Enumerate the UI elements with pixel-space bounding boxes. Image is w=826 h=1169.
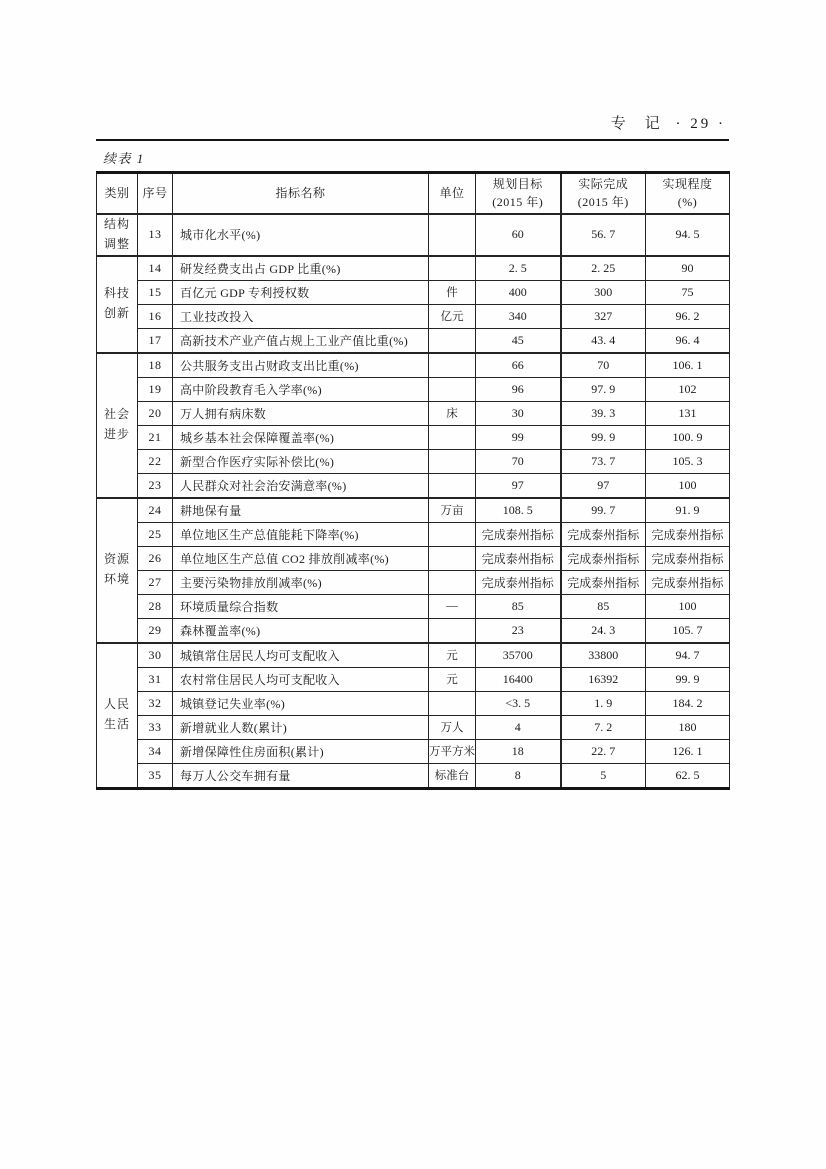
- actual-cell: 85: [561, 594, 646, 618]
- actual-cell: 97. 9: [561, 377, 646, 401]
- target-cell: 66: [476, 353, 561, 378]
- degree-cell: 131: [646, 401, 730, 425]
- section-title: 专 记: [610, 116, 662, 132]
- target-cell: 45: [476, 328, 561, 353]
- table-row: [97, 715, 730, 739]
- table-row: [97, 522, 730, 546]
- indicator-cell: 环境质量综合指数: [173, 594, 429, 618]
- category-cell: 结构 调整: [97, 214, 138, 256]
- actual-cell: 完成泰州指标: [561, 522, 646, 546]
- unit-cell: 元: [429, 667, 476, 691]
- indicator-cell: 城乡基本社会保障覆盖率(%): [173, 425, 429, 449]
- no-cell: 16: [138, 304, 173, 328]
- category-cell: 科技 创新: [97, 256, 138, 353]
- no-cell: 20: [138, 401, 173, 425]
- no-cell: 21: [138, 425, 173, 449]
- col-header-category: 类别: [97, 173, 138, 215]
- category-cell: 社会 进步: [97, 353, 138, 498]
- unit-cell: 亿元: [429, 304, 476, 328]
- degree-cell: 102: [646, 377, 730, 401]
- no-cell: 25: [138, 522, 173, 546]
- degree-cell: 100. 9: [646, 425, 730, 449]
- actual-cell: 43. 4: [561, 328, 646, 353]
- unit-cell: [429, 328, 476, 353]
- table-caption: 续表 1: [103, 151, 145, 166]
- unit-cell: 万人: [429, 715, 476, 739]
- actual-cell: 97: [561, 473, 646, 498]
- unit-cell: 万平方米: [429, 739, 476, 763]
- indicator-cell: 人民群众对社会治安满意率(%): [173, 473, 429, 498]
- degree-cell: 180: [646, 715, 730, 739]
- degree-cell: 105. 7: [646, 618, 730, 643]
- actual-cell: 完成泰州指标: [561, 570, 646, 594]
- unit-cell: [429, 570, 476, 594]
- table-row: [97, 570, 730, 594]
- table-row: [97, 594, 730, 618]
- indicator-cell: 森林覆盖率(%): [173, 618, 429, 643]
- page-number: · 29 ·: [675, 116, 726, 132]
- table-row: [97, 763, 730, 788]
- target-cell: 16400: [476, 667, 561, 691]
- degree-cell: 184. 2: [646, 691, 730, 715]
- no-cell: 15: [138, 280, 173, 304]
- no-cell: 34: [138, 739, 173, 763]
- col-header-index: 序号: [138, 173, 173, 215]
- degree-cell: 75: [646, 280, 730, 304]
- actual-cell: 33800: [561, 643, 646, 668]
- actual-cell: 70: [561, 353, 646, 378]
- no-cell: 23: [138, 473, 173, 498]
- degree-cell: 完成泰州指标: [646, 522, 730, 546]
- table-row: [97, 498, 730, 523]
- table-row: [97, 546, 730, 570]
- no-cell: 30: [138, 643, 173, 668]
- indicator-cell: 万人拥有病床数: [173, 401, 429, 425]
- table-row: [97, 643, 730, 668]
- no-cell: 22: [138, 449, 173, 473]
- target-cell: 2. 5: [476, 256, 561, 281]
- target-cell: 18: [476, 739, 561, 763]
- no-cell: 18: [138, 353, 173, 378]
- col-header-indicator: 指标名称: [173, 173, 429, 215]
- indicator-cell: 每万人公交车拥有量: [173, 763, 429, 788]
- degree-cell: 62. 5: [646, 763, 730, 788]
- indicator-cell: 高中阶段教育毛入学率(%): [173, 377, 429, 401]
- indicator-cell: 百亿元 GDP 专利授权数: [173, 280, 429, 304]
- degree-cell: 94. 5: [646, 214, 730, 256]
- indicator-cell: 研发经费支出占 GDP 比重(%): [173, 256, 429, 281]
- col-header-degree-line1: 实现程度: [662, 177, 713, 192]
- no-cell: 17: [138, 328, 173, 353]
- target-cell: <3. 5: [476, 691, 561, 715]
- unit-cell: 床: [429, 401, 476, 425]
- unit-cell: 元: [429, 643, 476, 668]
- col-header-degree-line2: (%): [677, 194, 698, 209]
- actual-cell: 56. 7: [561, 214, 646, 256]
- unit-cell: 件: [429, 280, 476, 304]
- no-cell: 14: [138, 256, 173, 281]
- unit-cell: [429, 691, 476, 715]
- degree-cell: 90: [646, 256, 730, 281]
- no-cell: 29: [138, 618, 173, 643]
- unit-cell: [429, 449, 476, 473]
- table-row: [97, 618, 730, 643]
- degree-cell: 105. 3: [646, 449, 730, 473]
- indicators-table: [96, 171, 730, 790]
- indicator-cell: 新增保障性住房面积(累计): [173, 739, 429, 763]
- actual-cell: 7. 2: [561, 715, 646, 739]
- unit-cell: [429, 256, 476, 281]
- unit-cell: [429, 546, 476, 570]
- target-cell: 35700: [476, 643, 561, 668]
- table-row: [97, 328, 730, 353]
- indicator-cell: 城镇登记失业率(%): [173, 691, 429, 715]
- header-row: [97, 173, 730, 215]
- table-row: [97, 353, 730, 378]
- target-cell: 97: [476, 473, 561, 498]
- col-header-target: [476, 173, 561, 215]
- indicator-cell: 工业技改投入: [173, 304, 429, 328]
- target-cell: 108. 5: [476, 498, 561, 523]
- target-cell: 60: [476, 214, 561, 256]
- target-cell: 23: [476, 618, 561, 643]
- col-header-degree: [646, 173, 730, 215]
- unit-cell: [429, 377, 476, 401]
- degree-cell: 106. 1: [646, 353, 730, 378]
- degree-cell: 96. 4: [646, 328, 730, 353]
- target-cell: 完成泰州指标: [476, 546, 561, 570]
- target-cell: 8: [476, 763, 561, 788]
- unit-cell: 万亩: [429, 498, 476, 523]
- target-cell: 完成泰州指标: [476, 522, 561, 546]
- table-row: [97, 256, 730, 281]
- no-cell: 26: [138, 546, 173, 570]
- table-row: [97, 473, 730, 498]
- actual-cell: 完成泰州指标: [561, 546, 646, 570]
- col-header-actual-line2: (2015 年): [577, 194, 629, 209]
- table-row: [97, 449, 730, 473]
- actual-cell: 24. 3: [561, 618, 646, 643]
- target-cell: 完成泰州指标: [476, 570, 561, 594]
- actual-cell: 2. 25: [561, 256, 646, 281]
- table-row: [97, 691, 730, 715]
- table-row: [97, 425, 730, 449]
- degree-cell: 100: [646, 594, 730, 618]
- degree-cell: 99. 9: [646, 667, 730, 691]
- actual-cell: 16392: [561, 667, 646, 691]
- actual-cell: 73. 7: [561, 449, 646, 473]
- indicator-cell: 高新技术产业产值占规上工业产值比重(%): [173, 328, 429, 353]
- no-cell: 13: [138, 214, 173, 256]
- degree-cell: 完成泰州指标: [646, 546, 730, 570]
- actual-cell: 1. 9: [561, 691, 646, 715]
- indicator-cell: 耕地保有量: [173, 498, 429, 523]
- degree-cell: 96. 2: [646, 304, 730, 328]
- no-cell: 35: [138, 763, 173, 788]
- target-cell: 99: [476, 425, 561, 449]
- target-cell: 85: [476, 594, 561, 618]
- actual-cell: 5: [561, 763, 646, 788]
- degree-cell: 100: [646, 473, 730, 498]
- table-row: [97, 377, 730, 401]
- actual-cell: 39. 3: [561, 401, 646, 425]
- indicator-cell: 公共服务支出占财政支出比重(%): [173, 353, 429, 378]
- indicator-cell: 新增就业人数(累计): [173, 715, 429, 739]
- degree-cell: 完成泰州指标: [646, 570, 730, 594]
- target-cell: 96: [476, 377, 561, 401]
- target-cell: 70: [476, 449, 561, 473]
- indicator-cell: 单位地区生产总值 CO2 排放削减率(%): [173, 546, 429, 570]
- target-cell: 30: [476, 401, 561, 425]
- indicator-cell: 主要污染物排放削减率(%): [173, 570, 429, 594]
- no-cell: 31: [138, 667, 173, 691]
- unit-cell: [429, 473, 476, 498]
- table-body: [97, 214, 730, 788]
- col-header-unit: 单位: [429, 173, 476, 215]
- unit-cell: —: [429, 594, 476, 618]
- unit-cell: [429, 353, 476, 378]
- header-rule: [96, 139, 729, 141]
- indicator-cell: 城镇常住居民人均可支配收入: [173, 643, 429, 668]
- col-header-target-line1: 规划目标: [492, 177, 543, 192]
- col-header-actual-line1: 实际完成: [578, 177, 629, 192]
- unit-cell: [429, 214, 476, 256]
- no-cell: 19: [138, 377, 173, 401]
- no-cell: 27: [138, 570, 173, 594]
- table-row: [97, 214, 730, 256]
- page-header: [611, 112, 726, 133]
- degree-cell: 126. 1: [646, 739, 730, 763]
- col-header-actual: [561, 173, 646, 215]
- no-cell: 33: [138, 715, 173, 739]
- category-cell: 资源 环境: [97, 498, 138, 643]
- actual-cell: 327: [561, 304, 646, 328]
- actual-cell: 300: [561, 280, 646, 304]
- degree-cell: 91. 9: [646, 498, 730, 523]
- indicator-cell: 单位地区生产总值能耗下降率(%): [173, 522, 429, 546]
- degree-cell: 94. 7: [646, 643, 730, 668]
- actual-cell: 99. 7: [561, 498, 646, 523]
- table-row: [97, 280, 730, 304]
- table-row: [97, 667, 730, 691]
- unit-cell: 标准台: [429, 763, 476, 788]
- unit-cell: [429, 522, 476, 546]
- unit-cell: [429, 618, 476, 643]
- no-cell: 24: [138, 498, 173, 523]
- target-cell: 400: [476, 280, 561, 304]
- actual-cell: 22. 7: [561, 739, 646, 763]
- category-cell: 人民 生活: [97, 643, 138, 789]
- table-row: [97, 304, 730, 328]
- target-cell: 4: [476, 715, 561, 739]
- indicator-cell: 新型合作医疗实际补偿比(%): [173, 449, 429, 473]
- table-row: [97, 739, 730, 763]
- indicator-cell: 农村常住居民人均可支配收入: [173, 667, 429, 691]
- table-row: [97, 401, 730, 425]
- indicator-cell: 城市化水平(%): [173, 214, 429, 256]
- no-cell: 28: [138, 594, 173, 618]
- actual-cell: 99. 9: [561, 425, 646, 449]
- col-header-target-line2: (2015 年): [492, 194, 544, 209]
- no-cell: 32: [138, 691, 173, 715]
- unit-cell: [429, 425, 476, 449]
- target-cell: 340: [476, 304, 561, 328]
